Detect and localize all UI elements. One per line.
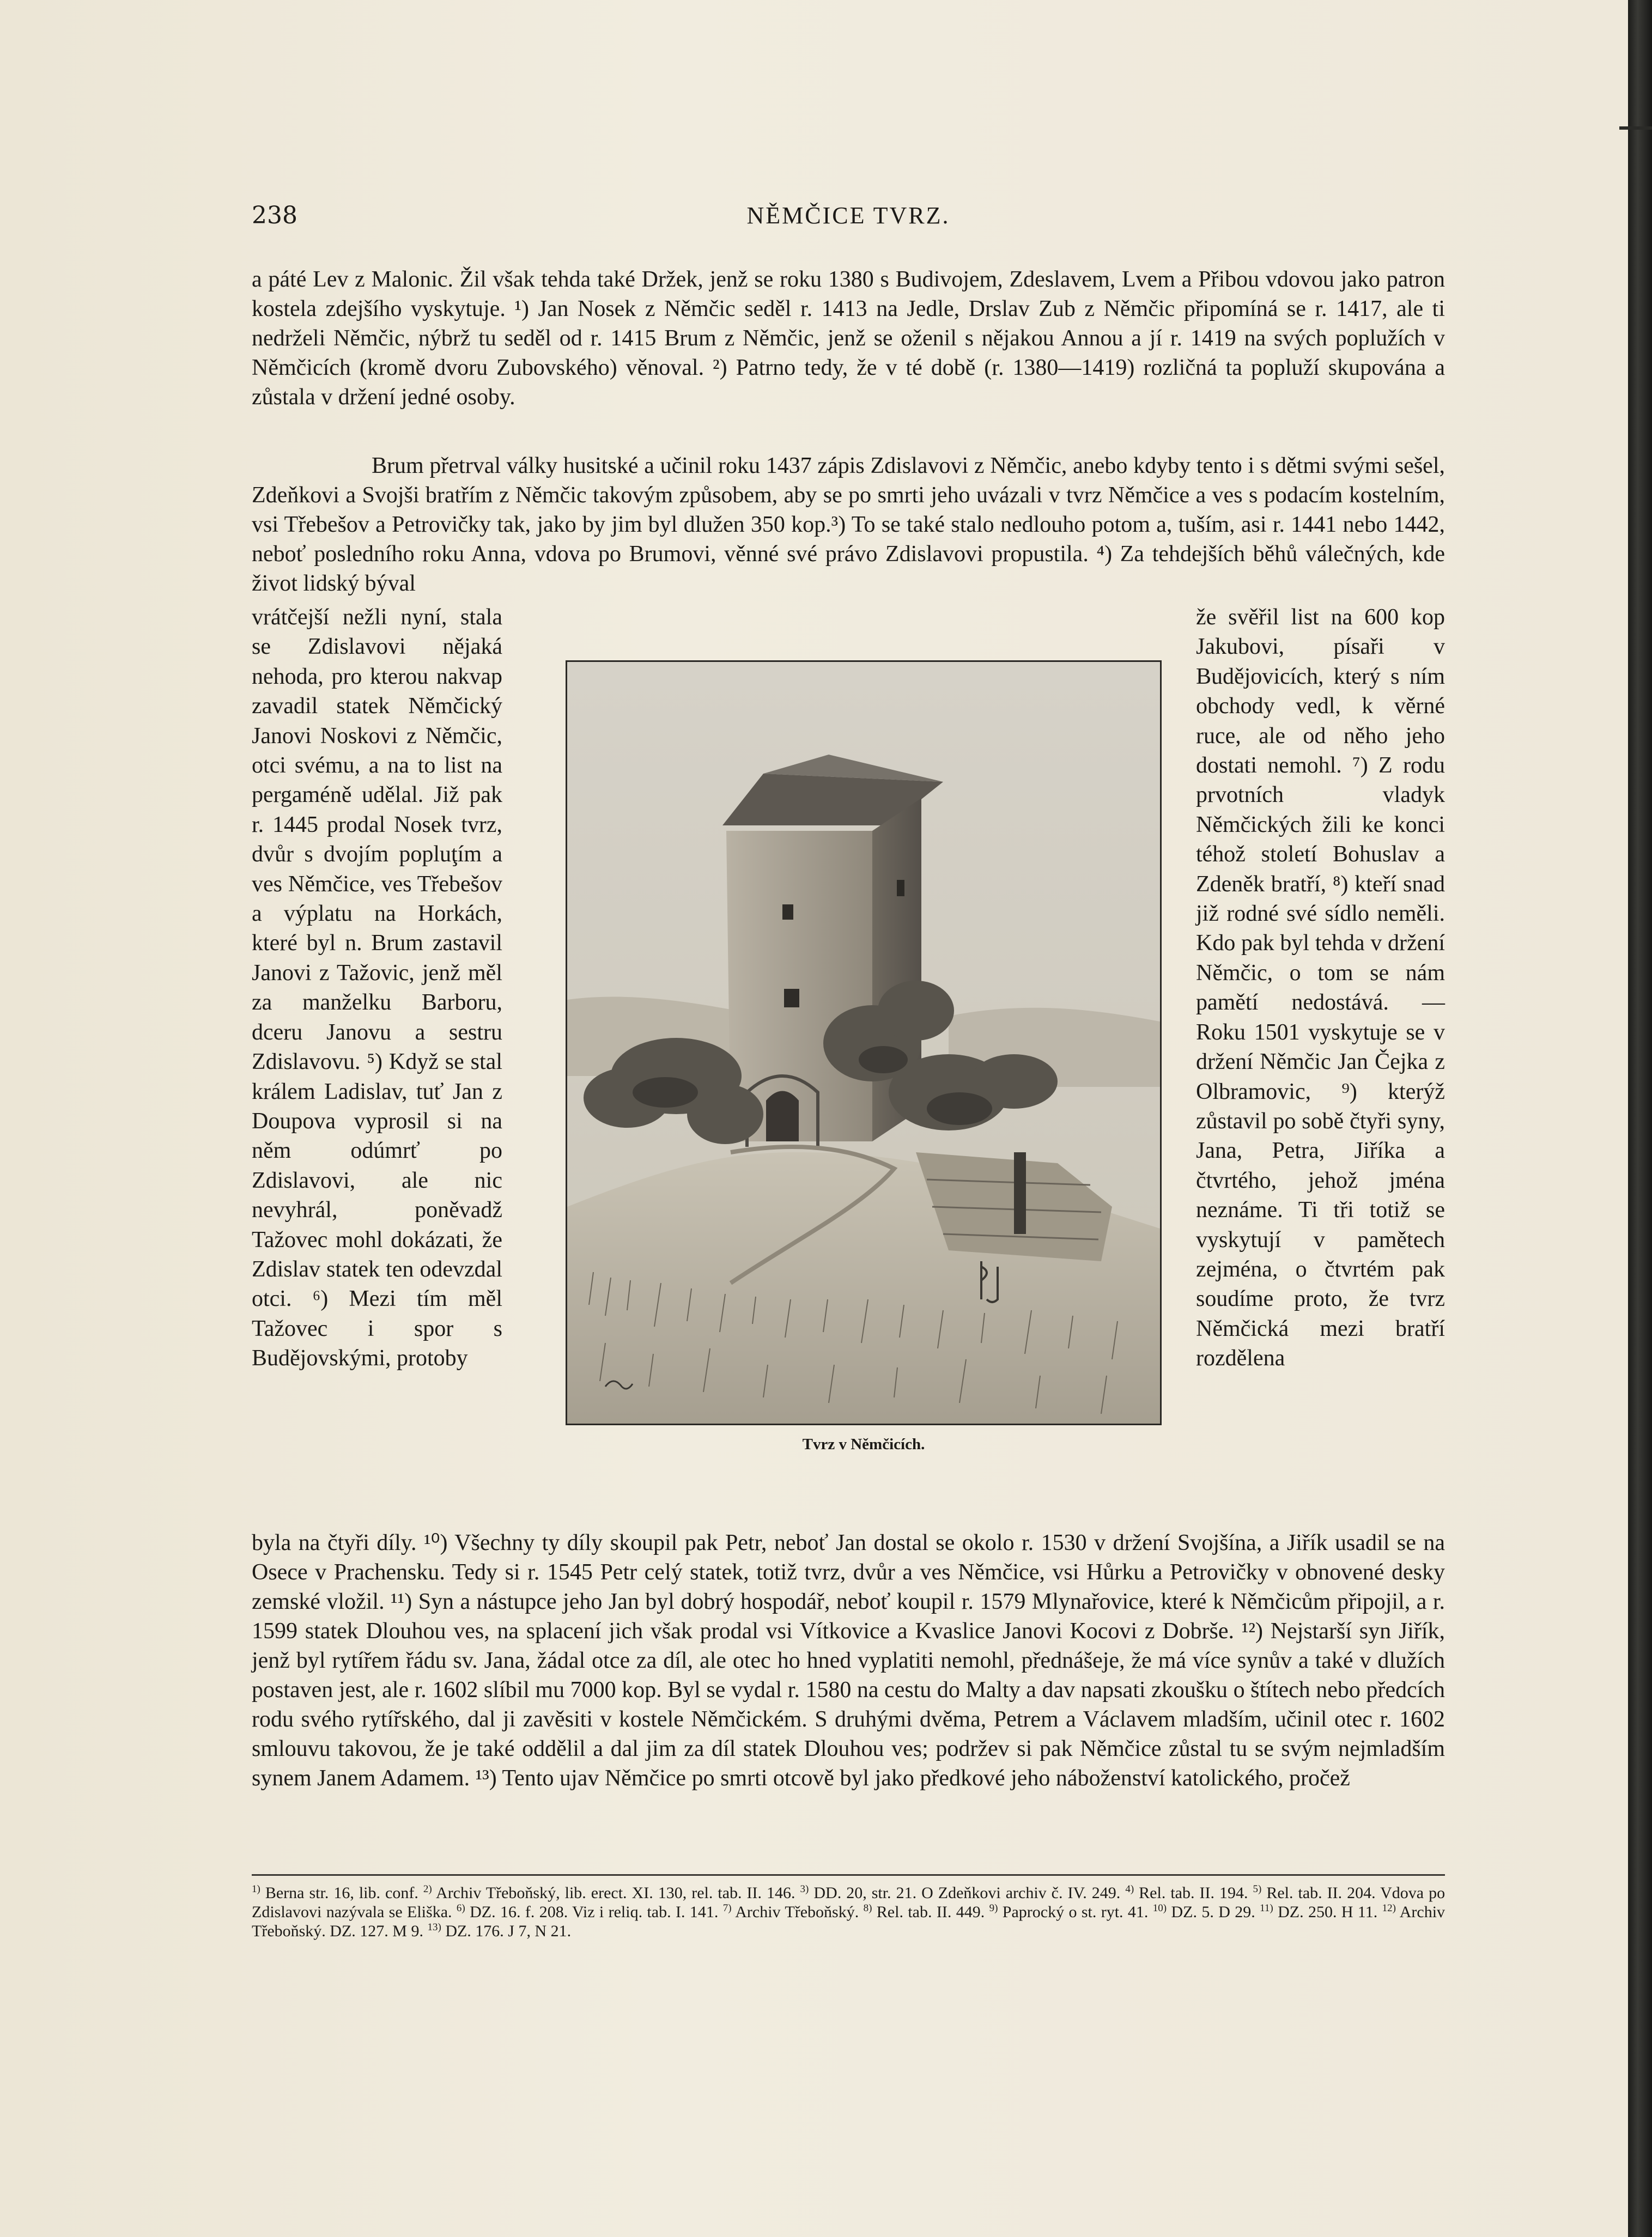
footnote-text: DZ. 16. f. 208. Viz i reliq. tab. I. 141. [470,1903,719,1921]
footnote [423,1884,795,1902]
page-right-edge [1628,0,1652,2237]
column-right-text: že svěřil list na 600 kop Jakubovi, písaři v Budějovicích, který s ním obchody vedl, k věrné ruce, ale od něho jeho dostati nemohl. ⁷) Z rodu prvotních vladyk Němčických žili ke konci téhož století Bohuslav a Zdeněk bratří, ⁸) kteří snad již rodné své sídlo neměli. Kdo pak byl tehda v držení Němčic, o tom se nám pamětí nedostává. — Roku 1501 vyskytuje se v držení Němčic Jan Čejka z Olbramovic, ⁹) kterýž zůstavil po sobě čtyři syny, Jana, Petra, Jiříka a čtvrtého, jehož jména neznáme. Ti tři totiž se vyskytují v pamětech zejména, o čtvrtém pak soudíme proto, že tvrz Němčická mezi bratří rozdělena [1196,605,1445,1371]
footnote [457,1903,718,1921]
footnotes [252,1874,1445,1941]
footnote [864,1903,985,1921]
footnote-mark: 12) [1382,1902,1396,1914]
fortress-illustration [566,660,1162,1425]
footnote-mark: 13) [427,1922,441,1933]
footnote-mark: 5) [1253,1883,1262,1895]
footnote [800,1884,1121,1902]
footnote-text: Archiv Třeboňský. [735,1903,859,1921]
footnote-mark: 7) [722,1902,732,1914]
footnote-mark: 10) [1152,1902,1167,1914]
page-header [252,199,1445,238]
footnote-text: Rel. tab. II. 449. [876,1903,985,1921]
footnote-text: DZ. 176. J 7, N 21. [445,1922,572,1940]
footnote-text: Paprocký o st. ryt. 41. [1002,1903,1149,1921]
footnote [723,1903,859,1921]
footnote-text: Rel. tab. II. 204. Vdova po Zdislavovi nazývala se Eliška. [252,1884,1446,1921]
footnote-text: DD. 20, str. 21. O Zdeňkovi archiv č. IV. 249. [813,1884,1121,1902]
footnote-mark: 9) [989,1902,998,1914]
figure-caption: Tvrz v Němčicích. [802,1436,925,1453]
column-left-text: vrátčejší nežli nyní, stala se Zdislavovi nějaká nehoda, pro kterou nakvap zavadil statek Němčický Janovi Noskovi z Němčic, otci svému, a na to list na pergaméně udělal. Již pak r. 1445 prodal Nosek tvrz, dvůr s dvojím popluţím a ves Němčice, ves Třebešov a výplatu na Horkách, které byl n. Brum zastavil Janovi z Tažovic, jenž měl za manželku Barboru, dceru Janovu a sestru Zdislavovu. ⁵) Když se stal králem Ladislav, tuť Jan z Doupova vyprosil si na něm odúmrť po Zdislavovi, ale nic nevyhrál, poněvadž Tažovec mohl dokázati, že Zdislav statek ten odevzdal otci. ⁶) Mezi tím měl Tažovec i spor s Budějovskými, protoby [252,605,502,1371]
footnote-mark: 6) [456,1902,465,1914]
footnote-text: Rel. tab. II. 194. [1139,1884,1248,1902]
footnote-text: Archiv Třeboňský, lib. erect. XI. 130, rel. tab. II. 146. [436,1884,795,1902]
footnote-mark: 1) [252,1883,260,1895]
paragraph-intro: a páté Lev z Malonic. Žil však tehda také Držek, jenž se roku 1380 s Budivojem, Zdeslavem, Lvem a Přibou vdovou jako patron kostela zdejšího vyskytuje. ¹) Jan Nosek z Němčic seděl r. 1413 na Jedle, Drslav Zub z Němčic připomíná se r. 1417, ale ti nedrželi Němčic, nýbrž tu seděl od r. 1415 Brum z Němčic, jenž se oženil s nějakou Annou a jí r. 1419 na svých poplužích v Němčicích (kromě dvoru Zubovského) věnoval. ²) Patrno tedy, že v té době (r. 1380—1419) rozličná ta popluží skupována a zůstala v držení jedné osoby. [252,267,1445,410]
footnote-text: DZ. 250. H 11. [1278,1903,1378,1921]
footnote-mark: 11) [1260,1902,1273,1914]
page-number: 238 [252,202,297,229]
paragraph-bottom: byla na čtyři díly. ¹⁰) Všechny ty díly skoupil pak Petr, neboť Jan dostal se okolo r. 1530 v držení Svojšína, a Jiřík usadil se na Osece v Prachensku. Tedy si r. 1545 Petr celý statek, totiž tvrz, dvůr a ves Němčice, vsi Hůrku a Petrovičky v obnovené desky zemské vložil. ¹¹) Syn a nástupce jeho Jan byl dobrý hospodář, neboť koupil r. 1579 Mlynařovice, které k Němčicům připojil, a r. 1599 statek Dlouhou ves, na splacení jich však prodal vsi Vítkovice a Kvaslice Janovi Kocovi z Dobrše. ¹²) Nejstarší syn Jiřík, jenž byl rytířem řádu sv. Jana, žádal otce za díl, ale otec ho hned vyplatiti nemohl, přednášeje, že má více synův a také v dlužích postaven jest, ale r. 1602 slíbil mu 7000 kop. Byl se vydal r. 1580 na cestu do Malty a dav napsati zkoušku o štítech nebo předcích rodu svého rytířského, dal ji zavěsiti v kostele Němčickém. S druhými dvěma, Petrem a Václavem mladším, učinil otec r. 1602 smlouvu takovou, že je také oddělil a dal jim za díl statek Dlouhou ves; podržev si pak Němčice zůstal tu se svým nejmladším synem Janem Adamem. ¹³) Tento ujav Němčice po smrti otcově byl jako předkové jeho náboženství katolického, pročež [252,1530,1445,1791]
running-head: NĚMČICE TVRZ. [746,202,950,229]
engraving-drawing [567,662,1160,1424]
footnote-text: Berna str. 16, lib. conf. [265,1884,418,1902]
footnote [427,1922,571,1940]
footnote [252,1884,418,1902]
paragraph-brum: Brum přetrval války husitské a učinil roku 1437 zápis Zdislavovi z Němčic, anebo kdyby tento i s dětmi svými sešel, Zdeňkovi a Svojši bratřím z Němčic takovým způsobem, aby se po smrti jeho uvázali v tvrz Němčice a ves s podacím kostelním, vsi Třebešov a Petrovičky tak, jako by jim byl dlužen 350 kop.³) To se také stalo nedlouho potom a, tuším, asi r. 1441 nebo 1442, neboť posledního roku Anna, vdova po Brumovi, věnné své právo Zdislavovi propustila. ⁴) Za tehdejších běhů válečných, kde život lidský býval [252,453,1445,596]
footnote [1260,1903,1377,1921]
footnote-mark: 4) [1125,1883,1134,1895]
footnote [1153,1903,1255,1921]
footnote-mark: 2) [423,1883,432,1895]
edge-mark [1619,126,1652,130]
footnote-mark: 3) [800,1883,809,1895]
footnote-text: Archiv Třeboňský. DZ. 127. M 9. [252,1903,1446,1940]
footnote-mark: 8) [863,1902,872,1914]
footnote-text: DZ. 5. D 29. [1171,1903,1255,1921]
footnote [989,1903,1149,1921]
footnote [1125,1884,1248,1902]
